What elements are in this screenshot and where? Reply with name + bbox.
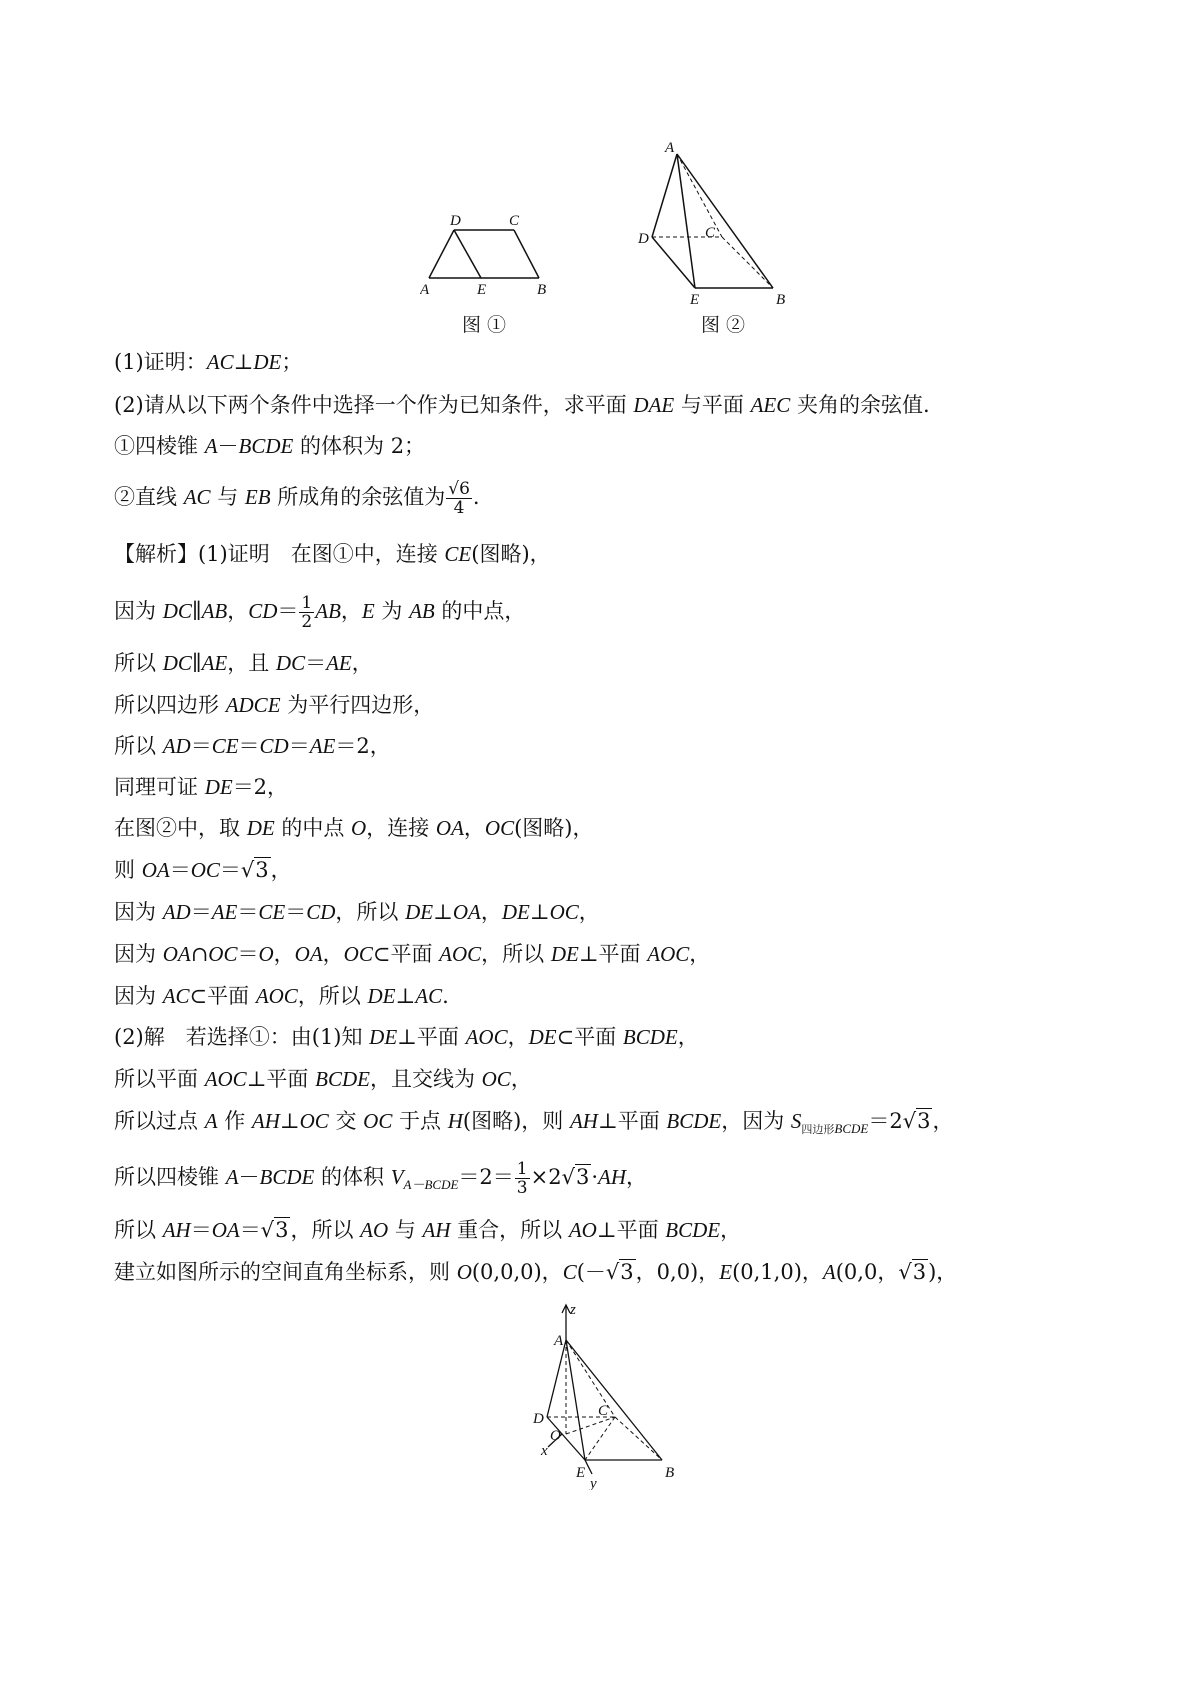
fraction-one-third: $\frac{1}{3}$ [516,1159,528,1198]
solution-line-1: 【解析】(1)证明 在图①中，连接 CE(图略)， [114,542,551,566]
solution-line-3: 所以 DC∥AE，且 DC＝AE， [114,651,373,675]
label-B: B [537,282,547,295]
label-B: B [776,292,786,305]
solution-line-4: 所以四边形 ADCE 为平行四边形， [114,693,435,717]
solution-line-2: 因为 DC∥AB，CD＝ $\frac{1}{2}$ AB，E 为 AB 的中点， [114,593,526,632]
pyramid-diagram [630,140,790,305]
question-part-1: (1)证明：AC⊥DE； [114,350,303,374]
solution-line-10: 因为 OA∩OC＝O，OA，OC⊂平面 AOC，所以 DE⊥平面 AOC， [114,942,711,966]
label-E: E [690,292,700,305]
label-x: x [541,1443,548,1459]
label-B: B [665,1465,675,1481]
solution-line-13: 所以平面 AOC⊥平面 BCDE，且交线为 OC， [114,1067,532,1091]
solution-line-5: 所以 AD＝CE＝CD＝AE＝2， [114,734,391,758]
solution-line-6: 同理可证 DE＝2， [114,775,289,799]
solution-line-9: 因为 AD＝AE＝CE＝CD，所以 DE⊥OA，DE⊥OC， [114,900,600,924]
label-A: A [665,140,675,156]
figure-2 [630,140,790,305]
fraction-sqrt6-over-4: $\frac{√6}{4}$ [448,479,470,518]
label-O: O [550,1428,561,1444]
label-E: E [576,1465,586,1481]
solution-line-12: (2)解 若选择①：由(1)知 DE⊥平面 AOC，DE⊂平面 BCDE， [114,1025,699,1049]
figure-2-caption: 图 ② [701,314,746,336]
label-A: A [554,1333,564,1349]
label-y: y [590,1476,597,1490]
label-A: A [420,282,430,295]
fraction-one-half: $\frac{1}{2}$ [301,593,313,632]
label-E: E [477,282,487,295]
figure-3 [520,1300,690,1490]
solution-line-16: 所以 AH＝OA＝√3，所以 AO 与 AH 重合，所以 AO⊥平面 BCDE， [114,1218,742,1242]
trapezoid-diagram [420,205,560,295]
coordinate-pyramid-diagram [520,1300,690,1490]
solution-line-15: 所以四棱锥 A－BCDE 的体积 $V_{A-BCDE}=2=$ $\frac{1}{3}$ ×2√3·AH， [114,1159,648,1198]
label-C: C [509,213,520,229]
solution-line-7: 在图②中，取 DE 的中点 O，连接 OA，OC(图略)， [114,816,594,840]
label-C: C [598,1403,609,1419]
label-D: D [638,231,649,247]
solution-line-17: 建立如图所示的空间直角坐标系，则 O(0,0,0)，C(－√3，0,0)，E(0,1,0)，A(0,0，√3)， [114,1260,958,1284]
solution-line-11: 因为 AC⊂平面 AOC，所以 DE⊥AC. [114,984,449,1008]
label-C: C [705,225,716,241]
solution-line-14: 所以过点 A 作 AH⊥OC 交 OC 于点 H(图略)，则 AH⊥平面 BCDE，因为 $S_{四边形BCDE}=2√3$， [114,1109,954,1137]
label-D: D [533,1411,544,1427]
figure-1 [420,205,560,295]
solution-line-8: 则 OA＝OC＝√3， [114,858,292,882]
condition-1: ①四棱锥 A－BCDE 的体积为 2； [114,434,426,458]
question-part-2: (2)请从以下两个条件中选择一个作为已知条件，求平面 DAE 与平面 AEC 夹角的余弦值. [114,393,930,417]
figure-1-caption: 图 ① [462,314,507,336]
label-D: D [450,213,461,229]
label-z: z [570,1302,576,1318]
condition-2: ②直线 AC 与 EB 所成角的余弦值为 $\frac{√6}{4}$ . [114,479,480,518]
